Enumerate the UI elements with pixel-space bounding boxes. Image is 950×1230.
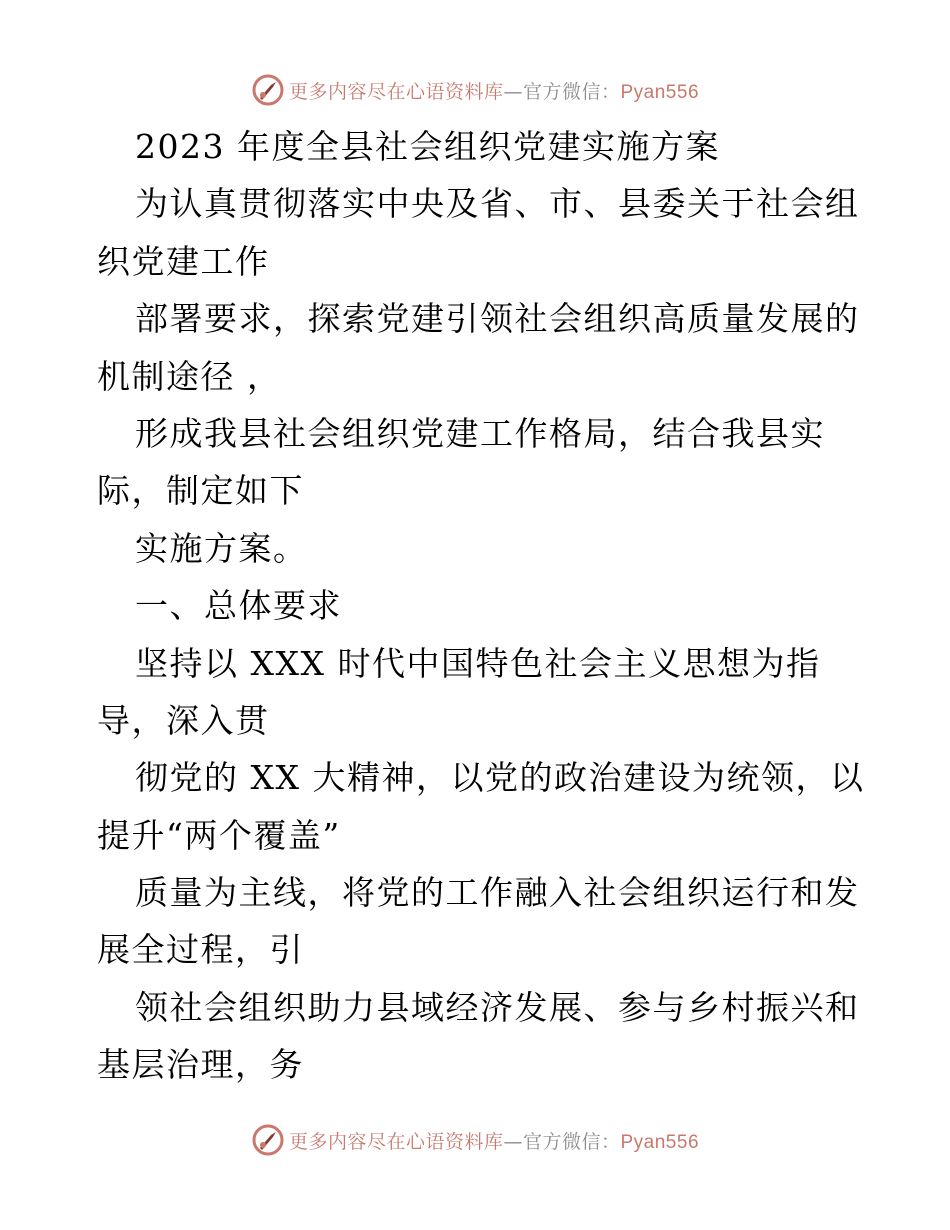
text-line: 机制途径 ， (97, 356, 282, 396)
footer-watermark-banner (0, 1120, 950, 1160)
text-line: 展全过程，引 (97, 930, 304, 970)
text-line: 基层治理，务 (97, 1045, 304, 1085)
text-line: 质量为主线，将党的工作融入社会组织运行和发 (135, 873, 860, 913)
text-line: 际，制定如下 (97, 471, 304, 511)
text-line: 实施方案。 (135, 528, 308, 568)
text-line: 坚持以 XXX 时代中国特色社会主义思想为指 (135, 643, 821, 683)
banner-wechat-id: Pyan556 (620, 81, 700, 103)
document-body (97, 118, 865, 1094)
document-title: 2023 年度全县社会组织党建实施方案 (135, 127, 720, 166)
pen-nib-logo-icon (251, 1123, 285, 1157)
text-line: 领社会组织助力县域经济发展、参与乡村振兴和 (135, 987, 860, 1027)
banner-slogan: 更多内容尽在心语资料库 (288, 80, 504, 103)
banner-slogan: 更多内容尽在心语资料库 (288, 1130, 504, 1153)
text-line: 部署要求，探索党建引领社会组织高质量发展的 (135, 299, 860, 339)
text-line: 彻党的 XX 大精神，以党的政治建设为统领，以 (135, 758, 865, 798)
text-line: 提升“两个覆盖” (97, 815, 341, 855)
banner-separator: — (503, 1130, 523, 1153)
text-line: 织党建工作 (97, 241, 270, 281)
banner-wechat-id: Pyan556 (620, 1131, 700, 1153)
header-watermark-banner (0, 70, 950, 110)
section-heading: 一、总体要求 (135, 586, 342, 626)
pen-nib-logo-icon (251, 73, 285, 107)
text-line: 为认真贯彻落实中央及省、市、县委关于社会组 (135, 184, 860, 224)
banner-wechat-label: 官方微信： (522, 1130, 621, 1153)
banner-separator: — (503, 80, 523, 103)
banner-wechat-label: 官方微信： (522, 80, 621, 103)
text-line: 导，深入贯 (97, 700, 270, 740)
text-line: 形成我县社会组织党建工作格局，结合我县实 (135, 413, 825, 453)
